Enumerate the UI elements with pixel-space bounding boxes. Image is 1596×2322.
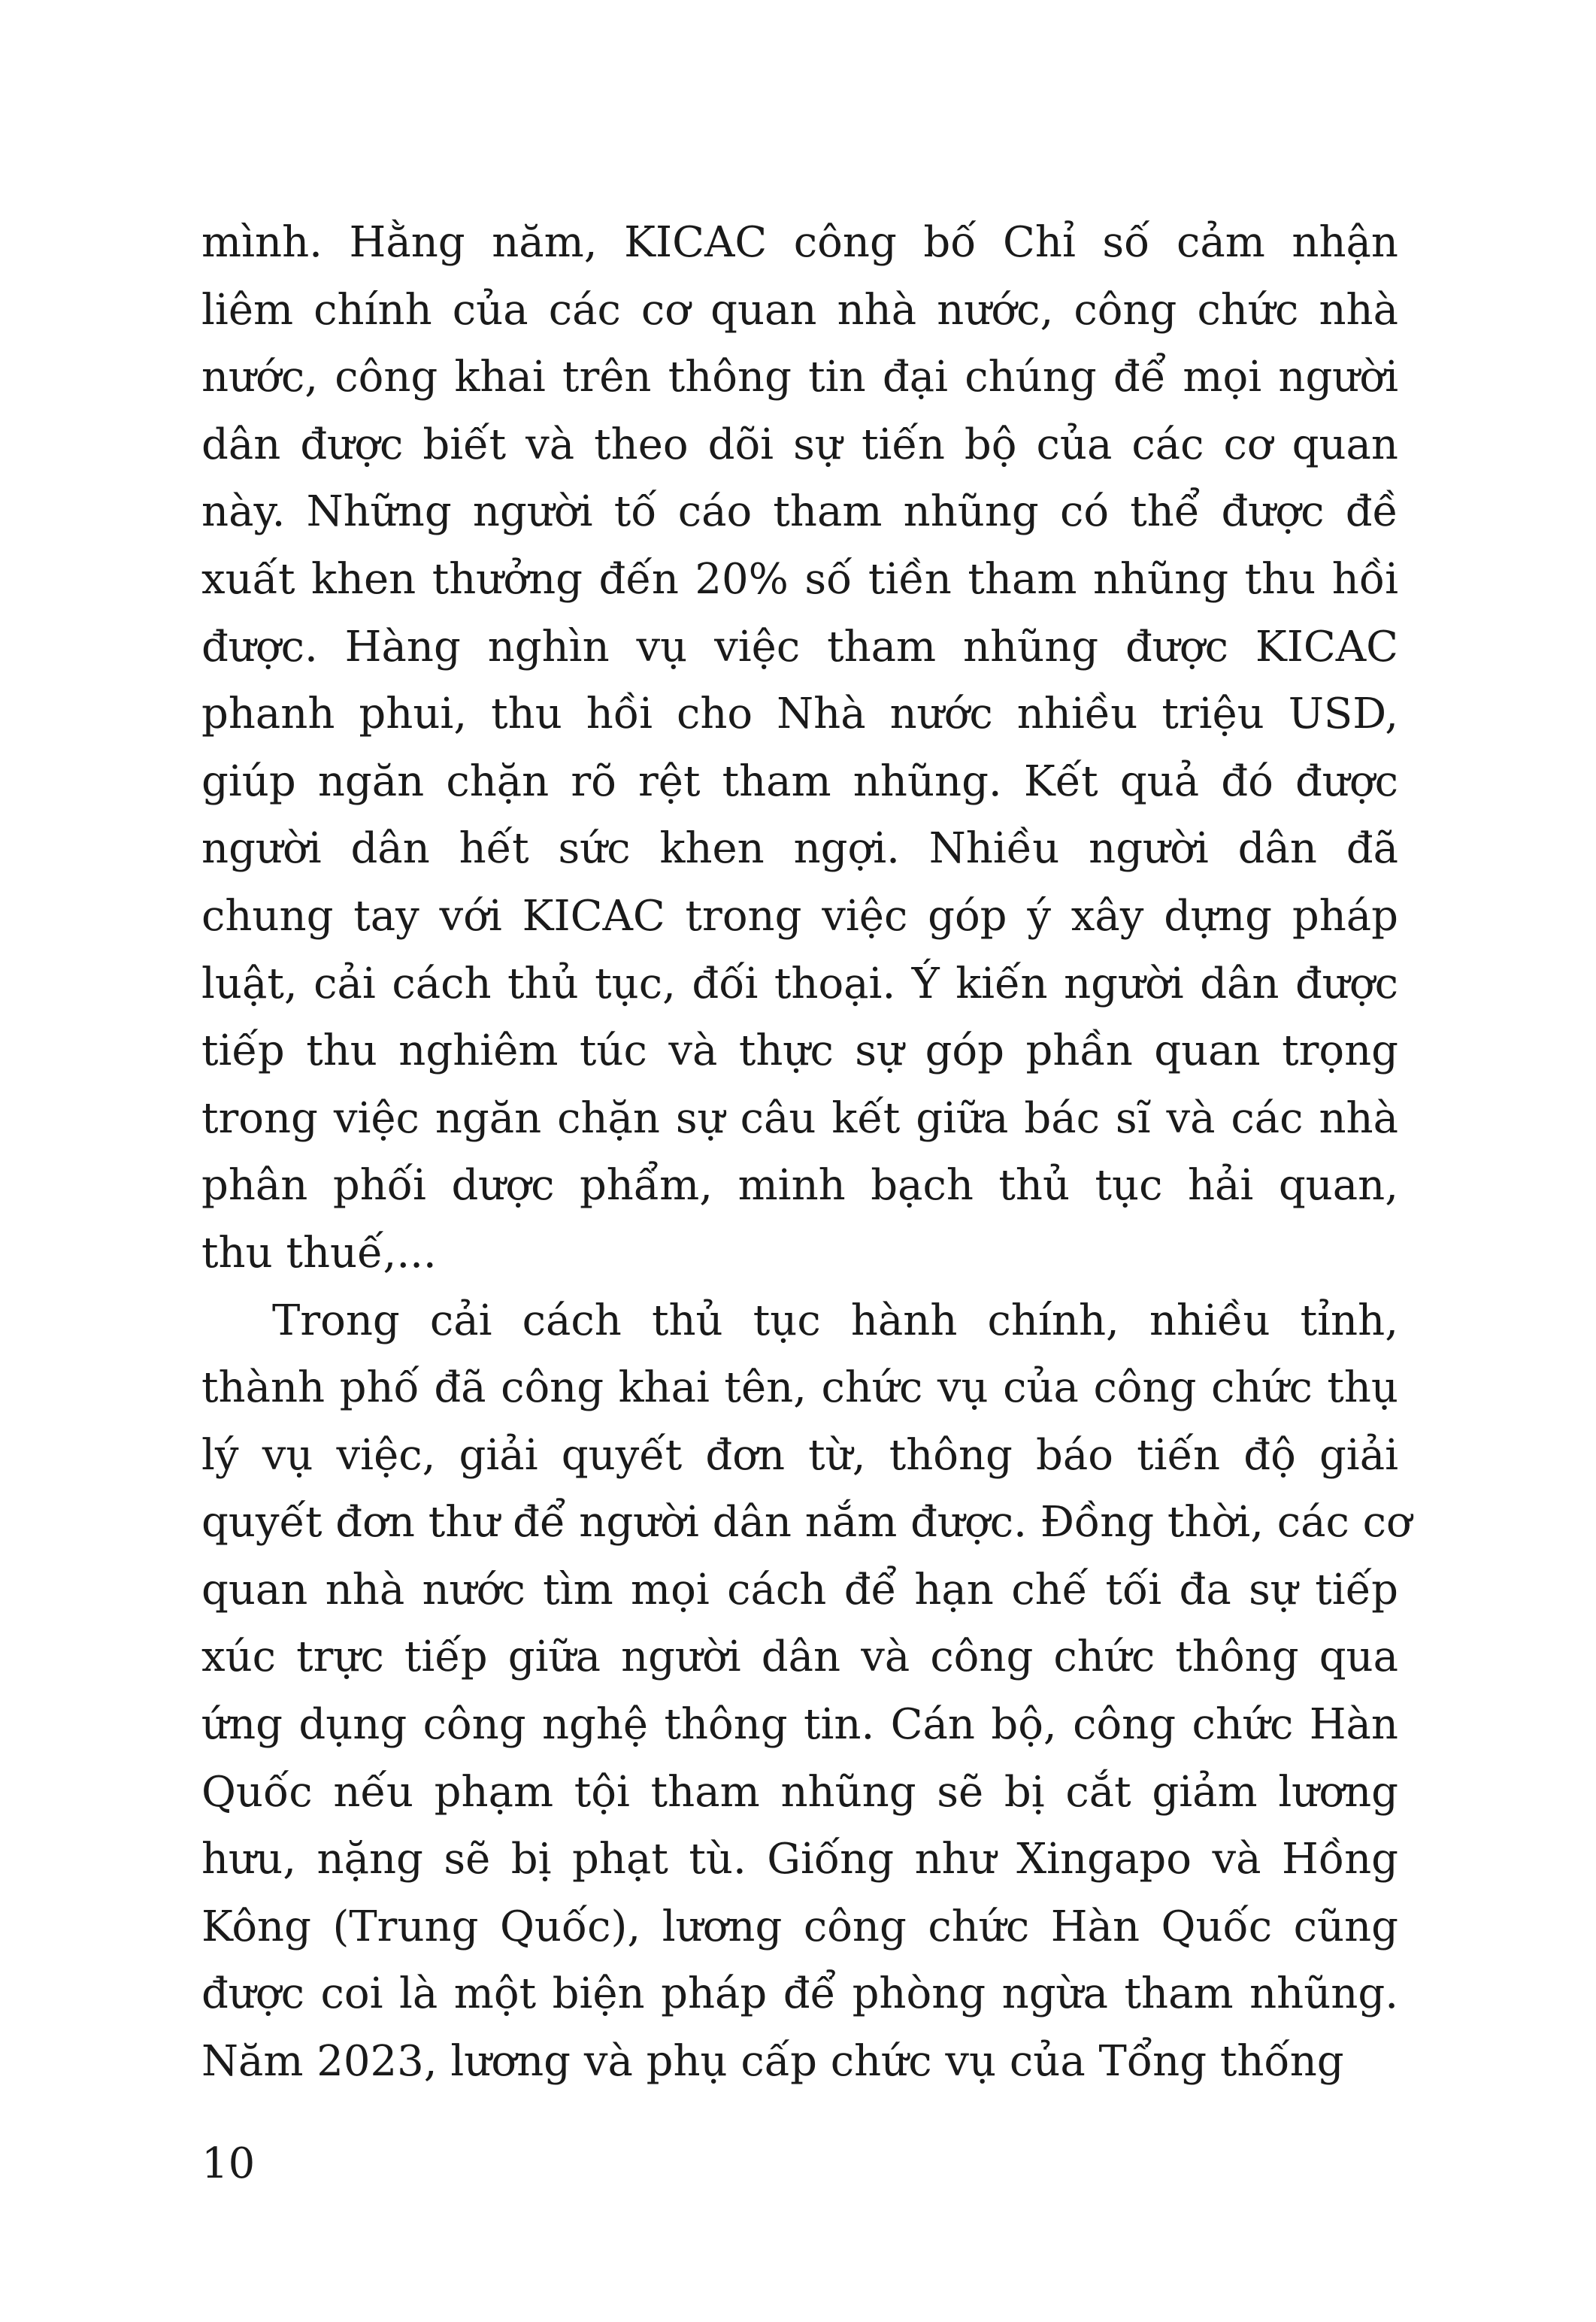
text-line: được. Hàng nghìn vụ việc tham nhũng được KICAC — [201, 622, 1398, 671]
text-line: luật, cải cách thủ tục, đối thoại. Ý kiến người dân được — [201, 959, 1398, 1008]
text-line: thành phố đã công khai tên, chức vụ của công chức thụ — [201, 1363, 1398, 1413]
text-line: người dân hết sức khen ngợi. Nhiều người dân đã — [201, 824, 1398, 874]
text-line: giúp ngăn chặn rõ rệt tham nhũng. Kết quả đó được — [201, 756, 1398, 806]
text-line: này. Những người tố cáo tham nhũng có thể được đề — [201, 487, 1398, 537]
text-line: Trong cải cách thủ tục hành chính, nhiều tỉnh, — [272, 1296, 1398, 1345]
text-line: liêm chính của các cơ quan nhà nước, công chức nhà — [201, 285, 1398, 335]
page-number: 10 — [201, 2139, 256, 2188]
text-line: xuất khen thưởng đến 20% số tiền tham nhũng thu hồi — [201, 554, 1398, 604]
text-line: dân được biết và theo dõi sự tiến bộ của các cơ quan — [201, 420, 1398, 469]
text-line: phanh phui, thu hồi cho Nhà nước nhiều triệu USD, — [201, 690, 1398, 739]
text-line: tiếp thu nghiêm túc và thực sự góp phần quan trọng — [201, 1026, 1398, 1076]
text-line: Quốc nếu phạm tội tham nhũng sẽ bị cắt giảm lương — [201, 1767, 1398, 1817]
body-text — [201, 209, 1412, 2096]
paragraph — [201, 209, 1398, 1287]
text-line: quyết đơn thư để người dân nắm được. Đồng thời, các cơ — [201, 1498, 1412, 1547]
text-line: Kông (Trung Quốc), lương công chức Hàn Quốc cũng — [201, 1902, 1398, 1951]
text-line: quan nhà nước tìm mọi cách để hạn chế tối đa sự tiếp — [201, 1565, 1398, 1614]
text-line: được coi là một biện pháp để phòng ngừa tham nhũng. — [201, 1969, 1398, 2019]
text-line: trong việc ngăn chặn sự câu kết giữa bác sĩ và các nhà — [201, 1093, 1398, 1143]
page-body — [201, 209, 1412, 2096]
text-line: lý vụ việc, giải quyết đơn từ, thông báo tiến độ giải — [201, 1430, 1398, 1480]
text-line: Năm 2023, lương và phụ cấp chức vụ của Tổng thống — [201, 2037, 1344, 2087]
text-line: chung tay với KICAC trong việc góp ý xây dựng pháp — [201, 891, 1398, 941]
text-line: thu thuế,... — [201, 1228, 437, 1278]
text-line: phân phối dược phẩm, minh bạch thủ tục hải quan, — [201, 1161, 1398, 1211]
text-line: hưu, nặng sẽ bị phạt tù. Giống như Xingapo và Hồng — [201, 1835, 1398, 1884]
text-line: nước, công khai trên thông tin đại chúng để mọi người — [201, 353, 1398, 402]
text-line: xúc trực tiếp giữa người dân và công chức thông qua — [201, 1632, 1398, 1682]
text-line: ứng dụng công nghệ thông tin. Cán bộ, công chức Hàn — [201, 1700, 1398, 1750]
paragraph — [201, 1287, 1412, 2096]
text-line: mình. Hằng năm, KICAC công bố Chỉ số cảm nhận — [201, 218, 1398, 267]
